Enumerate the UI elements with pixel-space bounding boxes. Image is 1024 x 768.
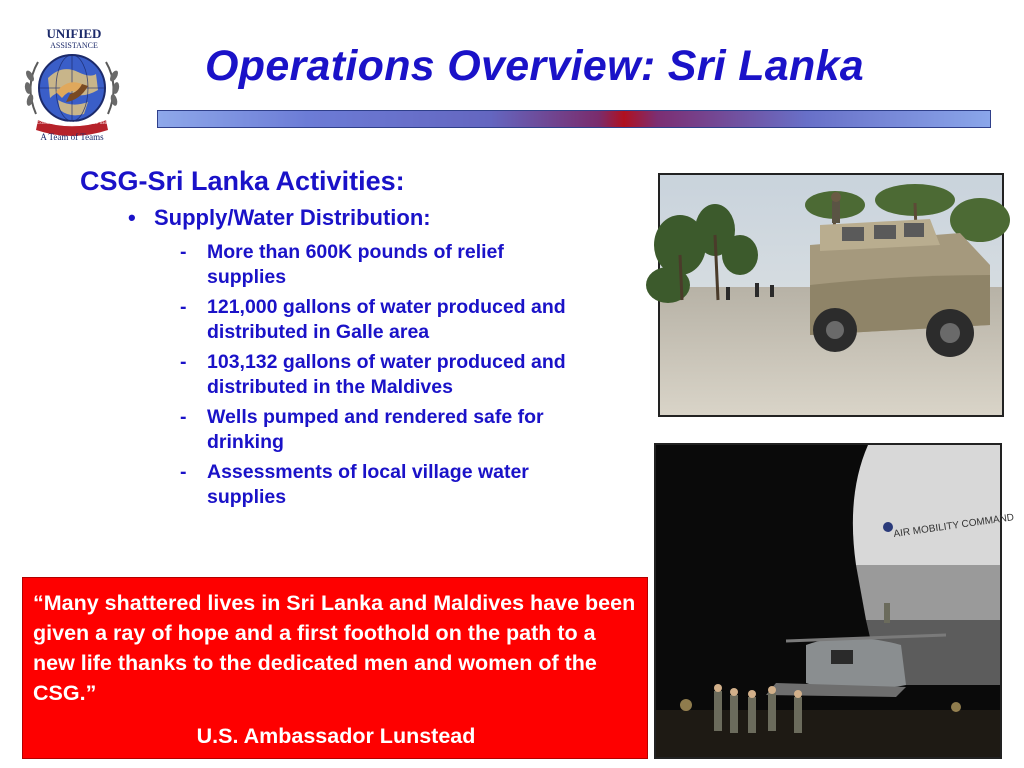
amphibious-vehicle-photo: [658, 173, 1004, 417]
logo-ribbon-text: COMBINED SUPPORT FORCE 536: [37, 120, 107, 125]
bullet-marker: •: [128, 205, 136, 230]
list-item: [180, 295, 580, 344]
page-title: Operations Overview: Sri Lanka: [205, 42, 865, 90]
list-item: [180, 405, 580, 454]
cargo-aircraft-photo: [654, 443, 1015, 759]
bullet-label: Supply/Water Distribution:: [154, 205, 431, 230]
activity-list: [180, 240, 580, 515]
list-item-text: 121,000 gallons of water produced and distributed in Galle area: [207, 296, 566, 343]
quote-text: “Many shattered lives in Sri Lanka and Maldives have been given a ray of hope and a first foothold on the path to a new life thanks to the dedicated men and women of the CSG.”: [33, 591, 636, 705]
list-item: [180, 350, 580, 399]
cargo-aircraft-icon: [656, 445, 1015, 757]
dash-marker: -: [180, 351, 187, 373]
list-item: [180, 460, 580, 509]
aircraft-label-text: AIR MOBILITY COMMAND: [892, 512, 1015, 540]
quote-box: [22, 577, 648, 759]
title-gradient-rule: [157, 110, 991, 128]
dash-marker: -: [180, 461, 187, 483]
logo-assistance-text: ASSISTANCE: [50, 41, 98, 50]
bullet-supply-water: [128, 205, 431, 231]
amphibious-vehicle-icon: [660, 175, 1002, 415]
dash-marker: -: [180, 296, 187, 318]
quote-attribution: U.S. Ambassador Lunstead: [196, 724, 476, 748]
list-item-text: 103,132 gallons of water produced and distributed in the Maldives: [207, 351, 566, 398]
list-item: [180, 240, 580, 289]
list-item-text: Assessments of local village water supplies: [207, 461, 529, 508]
logo-unified-text: UNIFIED: [46, 26, 102, 41]
section-heading: CSG-Sri Lanka Activities:: [80, 166, 405, 196]
list-item-text: Wells pumped and rendered safe for drinking: [207, 406, 544, 453]
logo-motto-text: A Team of Teams: [40, 132, 104, 142]
list-item-text: More than 600K pounds of relief supplies: [207, 241, 504, 288]
dash-marker: -: [180, 241, 187, 263]
dash-marker: -: [180, 406, 187, 428]
unified-assistance-logo: [18, 28, 126, 146]
